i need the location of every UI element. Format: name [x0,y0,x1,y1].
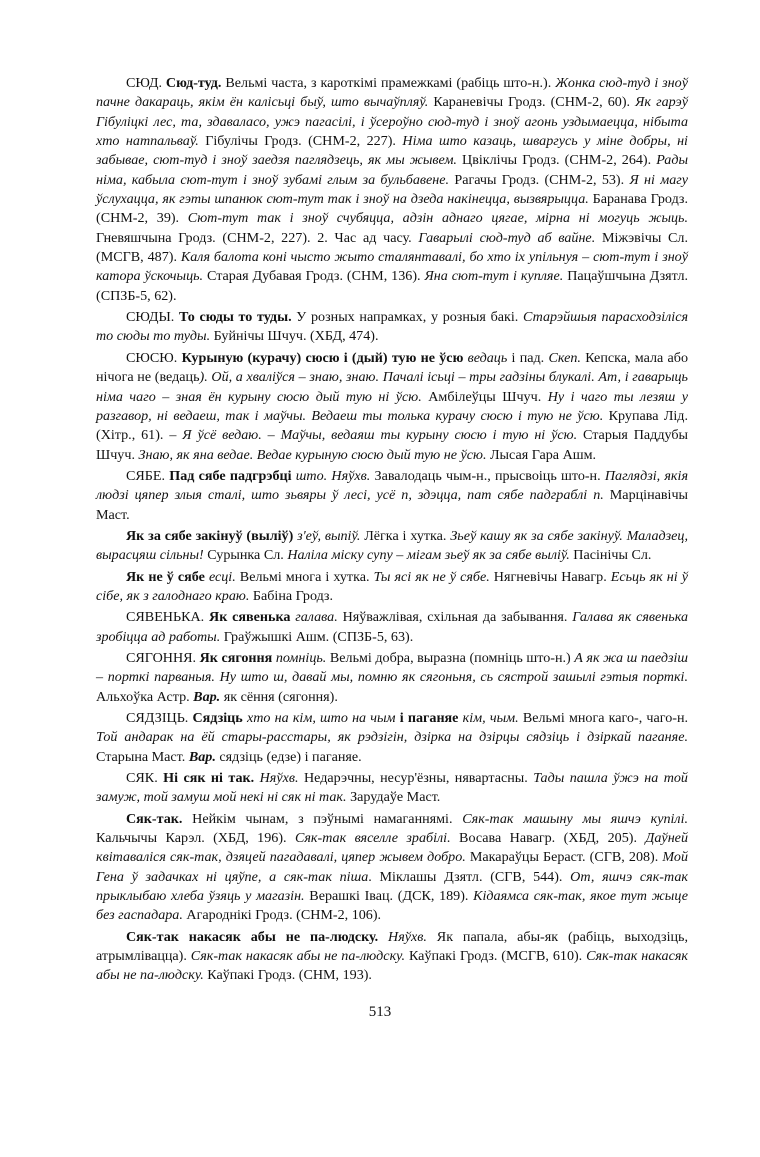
entry-text: СЮД. [126,75,166,91]
entry-text: Рагачы Гродз. (СНМ-2, 53). [449,171,630,188]
dictionary-page [96,74,688,986]
example-text: А як жа ш паедзіш – порткі парваныя. Ну што ш, давай мы, помню як сягоньня, сь сястрой зашылі гэтыя порткі. [96,649,688,686]
entry-text: Цвіклічы Гродз. (СНМ-2, 264). [456,152,657,169]
entry-text: Завалодаць чым-н., прысвоіць што-н. [370,467,605,484]
entry-text: Пасінічы Сл. [569,547,652,564]
entry-text: Вельмі часта, з кароткімі прамежкамі (рабіць што-н.). [221,75,556,91]
entry-text: СЯБЕ. [126,467,170,484]
example-text: – Я ўсё ведаю. – Маўчы, ведаяш ты курыну сюсю і тую ні ўсю. [169,427,578,444]
entry-text: Макараўцы Бераст. (СГВ, 208). [465,849,663,866]
example-text: Німа што казаць, шваргусь у міне добры, ні забывае, сют-туд і зноў заедзя паглядзець, як мы жывем. [96,133,688,169]
entry-text: Вельмі многа каго-, чаго-н. [518,710,689,726]
example-text: Кідаямса сяк-так, якое тут жыце без гаспадара. [96,888,688,924]
headword-phrase: Курыную (курачу) сюсю і (дый) тую не ўсю [181,349,464,366]
example-text: Сяк-так накасяк абы не па-людску. [96,948,688,984]
entry-text: Агароднікі Гродз. (СНМ-2, 106). [182,907,382,924]
entry-text: Караневічы Гродз. (СНМ-2, 60). [428,94,636,111]
example-text: Рады німа, кабыла сют-тут і зноў зубамі глым за бульбавене. [96,152,688,188]
dictionary-entry [96,928,688,986]
dictionary-entry [96,709,688,767]
example-text: хто на кім, што на чым [246,710,396,726]
example-text: Сют-тут так і зноў счубяцца, адзін аднаго цягае, мірна ні могуць жыць. [187,210,688,227]
headword-phrase: Як за сябе закінуў (выліў) [126,527,294,544]
entry-text: Старына Маст. [96,748,189,765]
headword-phrase: Як не ў сябе [126,568,205,585]
headword-phrase: Як сягоння [199,649,273,666]
dictionary-entry [96,74,688,306]
entry-text: Кальчычы Карэл. (ХБД, 196). [96,830,295,847]
headword-phrase: Сяк-так накасяк абы не па-людску. [126,928,379,945]
example-text: Гаварылі сюд-туд аб вайне. [418,229,596,246]
dictionary-entry [96,810,688,926]
headword-phrase: Сюд-туд. [165,75,222,91]
example-text: Яна сют-тут і купляе. [424,268,564,285]
entry-text: Гневяшчына Гродз. (СНМ-2, 227). 2. Час ад часу. [96,229,419,246]
example-text: Паглядзі, якія людзі цяпер злыя сталі, што зьвяры ў лесі, усё п, здэцца, пат сябе падграблі п. [96,467,688,504]
example-text: Есьць як ні ў сібе, як з галоднаго краю. [96,568,688,604]
entry-text [378,929,388,945]
example-text: Сяк-так накасяк абы не па-людску. [190,948,406,965]
dictionary-entry [96,349,688,465]
entry-text: Старая Дубавая Гродз. (СНМ, 136). [203,268,425,285]
example-text: Мой Гена ў задачках ні цяўпе, а сяк-так піша [96,849,688,885]
entry-text: СЯВЕНЬКА. [126,609,210,626]
example-text: Даўней квітаваліся сяк-так, дзяцей пагадавалі, цяпер жывем добро. [96,830,688,866]
dictionary-entry [96,649,688,707]
example-text: Галава як сявенька зробіцца ад работы. [96,609,688,645]
dictionary-entry [96,769,688,808]
headword-phrase: Сядзіць [192,710,243,726]
example-text: Ну і чаго ты лезяш у разгавор, ні ведаеш, так і маўчы. Ведаеш ты толька курачу сюсю і тую не ўсю. [96,388,688,424]
example-text: Ты ясі як не ў сябе. [373,568,490,585]
dictionary-entry [96,608,688,647]
entry-text: СЯДЗІЦЬ. [126,710,193,726]
entry-text: Міжэвічы Сл. (МСГВ, 487). [96,229,688,266]
entry-text: як сёння (сягоння). [220,688,338,705]
entry-text: Баранава Гродз. (СНМ-2, 39). [96,191,688,227]
entry-text: Вельмі добра, выразна (помніць што-н.) [326,649,575,666]
entry-text: Пацаўшчына Дзятл. (СПЗБ-5, 62). [96,268,689,304]
entry-text: Зарудаўе Маст. [346,789,441,806]
entry-text: Крупава Лід. (Хітр., 61). [96,407,688,444]
entry-text: Граўжышкі Ашм. (СПЗБ-5, 63). [220,628,414,645]
example-text: Знаю, як яна ведае. Ведае курыную сюсю дый тую не ўсю. [138,446,487,463]
example-text: Жонка сюд-туд і зноў пачне дакараць, якім ён калісьці быў, што вычаўпляў. [96,75,688,111]
entry-text: сядзіць (едзе) і паганяе. [215,748,362,765]
entry-text: Нейкім чынам, з пэўнымі намаганнямі. [182,810,463,827]
headword-phrase: Як сявенька [209,609,291,626]
variant-label: Вар. [193,688,221,705]
example-text: Як гарэў Гібуліцкі лес, та, здаваласо, ужэ пагасілі, і ўсероўно сюд-туд і зноў агонь уздымаецца, нібыта хто натпальваў. [96,94,688,150]
example-text: Я ні магу ўслухацца, як гэты шпанюк сют-тут так і зноў на дзеда накінецца, вызвярыцца. [96,171,689,208]
entry-text: Нягневічы Навагр. [489,568,611,585]
dictionary-entry [96,308,688,347]
headword-phrase: Сяк-так. [126,810,183,827]
dictionary-entry [96,467,688,525]
headword-phrase: Пад сябе падгрэбці [169,467,292,484]
example-text: Старэйшыя парасходзіліся то сюды то туды. [96,309,688,345]
example-text: есці. [208,568,236,585]
entry-text: Каўпакі Гродз. (СНМ, 193). [203,967,372,984]
entry-text: Вельмі многа і хутка. [235,568,374,585]
example-text: Зьеў кашу як за сябе закінуў. Маладзец, вырасцяш сільны! [96,527,688,564]
example-text: От, яшчэ сяк-так прыклыбаю хлеба ўзяць у магазін. [96,868,688,905]
example-text: што. Няўхв. [295,467,371,484]
variant-label: Вар. [188,748,216,765]
headword-phrase: То сюды то туды. [178,309,292,326]
dictionary-entry [96,568,688,607]
example-text: ). Ой, а хваліўся – знаю, знаю. Пачалі ісьці – тры гадзіны блукалі. Ат, і гаварыць німа чаго – зная ён курыну сюсю дый тую ні ўсю. [96,369,688,405]
example-text: помніць. [275,649,327,666]
entry-text: Лёгка і хутка. [360,527,451,544]
example-text: Няўхв. [259,770,299,787]
example-text: ведаць [467,349,508,366]
entry-text: Недарэчны, несур'ёзны, нявартасны. [298,770,534,787]
example-text: Сяк-так вяселле зрабілі. [294,830,451,847]
entry-text: Гібулічы Гродз. (СНМ-2, 227). [198,133,403,150]
entry-text: Няўважлівая, схільная да забывання. [337,609,573,626]
entry-text: Сурынка Сл. [203,547,288,564]
entry-text: . Міклашы Дзятл. (СГВ, 544). [368,868,571,885]
entry-text: Буйнічы Шчуч. (ХБД, 474). [210,328,379,345]
dictionary-entry [96,527,688,566]
entry-text: Старыя Паддубы Шчуч. [96,427,688,463]
example-text: кім, чым. [462,710,519,726]
page-number: 513 [368,1004,392,1020]
entry-text: Як папала, абы-як (рабіць, выходзіць, атрымлівацца). [96,928,688,965]
example-text: Тады пашла ўжэ на той замуж, той замуш мой некі ні сяк ні так. [96,770,688,806]
entry-text: Лысая Гара Ашм. [486,446,597,463]
entry-text: Марцінавічы Маст. [96,487,688,523]
entry-text: СЮСЮ. [126,349,182,366]
headword-phrase: Ні сяк ні так. [163,770,255,787]
entry-text: Бабіна Гродз. [249,587,334,604]
entry-text: У розных напрамках, у розныя бакі. [291,309,523,326]
example-text: галава. [295,609,338,626]
example-text: Скеп. [548,349,581,366]
example-text: з'еў, выпіў. [297,527,361,544]
example-text: Наліла міску супу – мігам зьеў як за сябе выліў. [287,547,570,564]
entry-text: СЯГОННЯ. [126,649,200,666]
headword-phrase: і паганяе [399,710,459,726]
entry-text: Восава Навагр. (ХБД, 205). [450,830,646,847]
entry-text: Амбілеўцы Шчуч. [421,388,548,405]
example-text: Няўхв. [388,928,427,945]
entry-text: Кепска, мала або нічога не (ведаць [96,349,689,386]
entry-text: і пад. [507,349,549,366]
entry-text: СЯК. [126,770,164,787]
example-text: Той андарак на ёй стары-расстары, як рэдзігін, дзірка на дзірцы сядзіць і дзіркай паганяе. [96,729,688,746]
entry-text: СЮДЫ. [126,309,179,326]
entry-text: Альхоўка Астр. [96,688,194,705]
example-text: Сяк-так машыну мы яшчэ купілі. [462,810,689,827]
entry-text: Верашкі Івац. (ДСК, 189). [304,888,474,905]
example-text: Каля балота коні чысто жыто сталянтавалі, бо хто іх упільнуя – сют-тут і зноў катора ўскочыць. [96,249,688,285]
entry-text: Каўпакі Гродз. (МСГВ, 610). [405,948,587,965]
